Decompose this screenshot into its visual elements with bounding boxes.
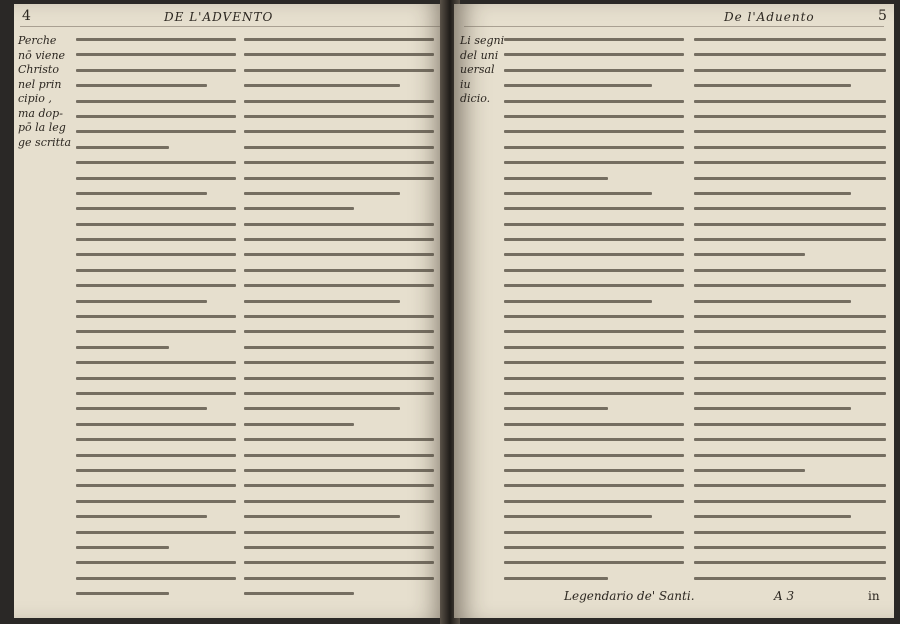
text-line xyxy=(76,454,236,457)
text-line xyxy=(504,346,684,349)
text-line xyxy=(504,284,684,287)
text-line xyxy=(244,361,434,364)
text-line xyxy=(694,38,886,41)
text-line xyxy=(76,284,236,287)
text-line xyxy=(76,192,207,195)
text-line xyxy=(244,192,400,195)
text-line xyxy=(694,469,805,472)
text-line xyxy=(76,438,236,441)
left-page xyxy=(14,4,446,618)
text-line xyxy=(76,146,169,149)
text-line xyxy=(76,223,236,226)
text-line xyxy=(694,192,851,195)
text-line xyxy=(76,238,236,241)
text-line xyxy=(244,531,434,534)
text-line xyxy=(694,223,886,226)
signature-mark: A 3 xyxy=(774,589,795,603)
text-line xyxy=(694,315,886,318)
text-line xyxy=(76,361,236,364)
text-line xyxy=(694,253,805,256)
text-line xyxy=(76,377,236,380)
text-line xyxy=(694,115,886,118)
text-line xyxy=(76,469,236,472)
text-line xyxy=(694,53,886,56)
left-margin-note: Perche nō viene Christo nel prin cipio , ma dop- pō la leg ge scritta xyxy=(18,34,72,149)
text-line xyxy=(504,238,684,241)
text-line xyxy=(694,346,886,349)
text-line xyxy=(244,469,434,472)
right-text-column-2 xyxy=(694,38,886,592)
text-line xyxy=(76,561,236,564)
text-line xyxy=(244,423,354,426)
text-line xyxy=(504,69,684,72)
text-line xyxy=(76,515,207,518)
text-line xyxy=(244,269,434,272)
text-line xyxy=(694,100,886,103)
text-line xyxy=(244,330,434,333)
text-line xyxy=(244,592,354,595)
text-line xyxy=(504,515,652,518)
text-line xyxy=(504,577,608,580)
text-line xyxy=(76,577,236,580)
text-line xyxy=(244,438,434,441)
text-line xyxy=(504,300,652,303)
text-line xyxy=(244,561,434,564)
text-line xyxy=(694,546,886,549)
text-line xyxy=(694,300,851,303)
right-header-rule xyxy=(464,26,884,27)
text-line xyxy=(694,84,851,87)
text-line xyxy=(694,392,886,395)
text-line xyxy=(76,269,236,272)
text-line xyxy=(244,38,434,41)
text-line xyxy=(76,100,236,103)
text-line xyxy=(244,300,400,303)
text-line xyxy=(76,253,236,256)
text-line xyxy=(244,454,434,457)
text-line xyxy=(244,53,434,56)
text-line xyxy=(694,423,886,426)
text-line xyxy=(244,177,434,180)
text-line xyxy=(694,69,886,72)
text-line xyxy=(504,146,684,149)
text-line xyxy=(694,484,886,487)
text-line xyxy=(76,84,207,87)
text-line xyxy=(244,284,434,287)
left-header-rule xyxy=(20,26,440,27)
text-line xyxy=(244,84,400,87)
text-line xyxy=(76,531,236,534)
text-line xyxy=(76,346,169,349)
text-line xyxy=(244,577,434,580)
text-line xyxy=(76,546,169,549)
text-line xyxy=(244,253,434,256)
text-line xyxy=(244,484,434,487)
text-line xyxy=(244,392,434,395)
text-line xyxy=(244,223,434,226)
text-line xyxy=(694,130,886,133)
text-line xyxy=(504,392,684,395)
text-line xyxy=(504,361,684,364)
text-line xyxy=(504,253,684,256)
text-line xyxy=(504,130,684,133)
text-line xyxy=(76,177,236,180)
text-line xyxy=(504,115,684,118)
text-line xyxy=(694,438,886,441)
text-line xyxy=(694,161,886,164)
text-line xyxy=(694,500,886,503)
text-line xyxy=(694,407,851,410)
text-line xyxy=(244,346,434,349)
text-line xyxy=(694,531,886,534)
text-line xyxy=(244,500,434,503)
text-line xyxy=(504,161,684,164)
text-line xyxy=(504,38,684,41)
text-line xyxy=(244,161,434,164)
text-line xyxy=(694,207,886,210)
text-line xyxy=(694,284,886,287)
text-line xyxy=(694,269,886,272)
text-line xyxy=(244,115,434,118)
text-line xyxy=(504,207,684,210)
text-line xyxy=(504,330,684,333)
text-line xyxy=(694,177,886,180)
text-line xyxy=(504,546,684,549)
text-line xyxy=(244,515,400,518)
right-page-number: 5 xyxy=(878,8,887,24)
text-line xyxy=(504,53,684,56)
left-page-number: 4 xyxy=(22,8,31,24)
text-line xyxy=(504,192,652,195)
text-line xyxy=(504,561,684,564)
text-line xyxy=(76,115,236,118)
text-line xyxy=(504,423,684,426)
text-line xyxy=(244,546,434,549)
text-line xyxy=(76,407,207,410)
text-line xyxy=(694,454,886,457)
text-line xyxy=(694,330,886,333)
text-line xyxy=(76,300,207,303)
text-line xyxy=(244,100,434,103)
text-line xyxy=(504,100,684,103)
text-line xyxy=(76,484,236,487)
text-line xyxy=(244,130,434,133)
text-line xyxy=(694,238,886,241)
text-line xyxy=(76,38,236,41)
text-line xyxy=(244,407,400,410)
text-line xyxy=(76,69,236,72)
text-line xyxy=(504,500,684,503)
bottom-line-legendario: Legendario de' Santi. xyxy=(564,589,695,603)
text-line xyxy=(244,207,354,210)
text-line xyxy=(244,146,434,149)
left-text-column-2 xyxy=(244,38,434,607)
text-line xyxy=(694,561,886,564)
text-line xyxy=(694,515,851,518)
text-line xyxy=(76,315,236,318)
left-running-head: DE L'ADVENTO xyxy=(164,10,274,24)
text-line xyxy=(76,392,236,395)
text-line xyxy=(694,361,886,364)
text-line xyxy=(694,577,886,580)
text-line xyxy=(504,269,684,272)
text-line xyxy=(76,53,236,56)
right-running-head: De l'Aduento xyxy=(724,10,815,24)
text-line xyxy=(76,207,236,210)
text-line xyxy=(504,223,684,226)
text-line xyxy=(504,177,608,180)
text-line xyxy=(504,469,684,472)
text-line xyxy=(76,500,236,503)
text-line xyxy=(76,161,236,164)
text-line xyxy=(244,315,434,318)
text-line xyxy=(244,238,434,241)
text-line xyxy=(504,454,684,457)
text-line xyxy=(76,130,236,133)
text-line xyxy=(694,377,886,380)
text-line xyxy=(76,330,236,333)
right-page xyxy=(454,4,894,618)
text-line xyxy=(504,484,684,487)
text-line xyxy=(504,531,684,534)
text-line xyxy=(504,315,684,318)
text-line xyxy=(244,69,434,72)
text-line xyxy=(504,84,652,87)
left-text-column-1 xyxy=(76,38,236,607)
text-line xyxy=(76,423,236,426)
text-line xyxy=(694,146,886,149)
text-line xyxy=(244,377,434,380)
text-line xyxy=(504,377,684,380)
catchword: in xyxy=(868,589,880,603)
right-text-column-1 xyxy=(504,38,684,592)
text-line xyxy=(76,592,169,595)
right-margin-note: Li segni del uni uersal iu dicio. xyxy=(460,34,505,105)
text-line xyxy=(504,407,608,410)
text-line xyxy=(504,438,684,441)
